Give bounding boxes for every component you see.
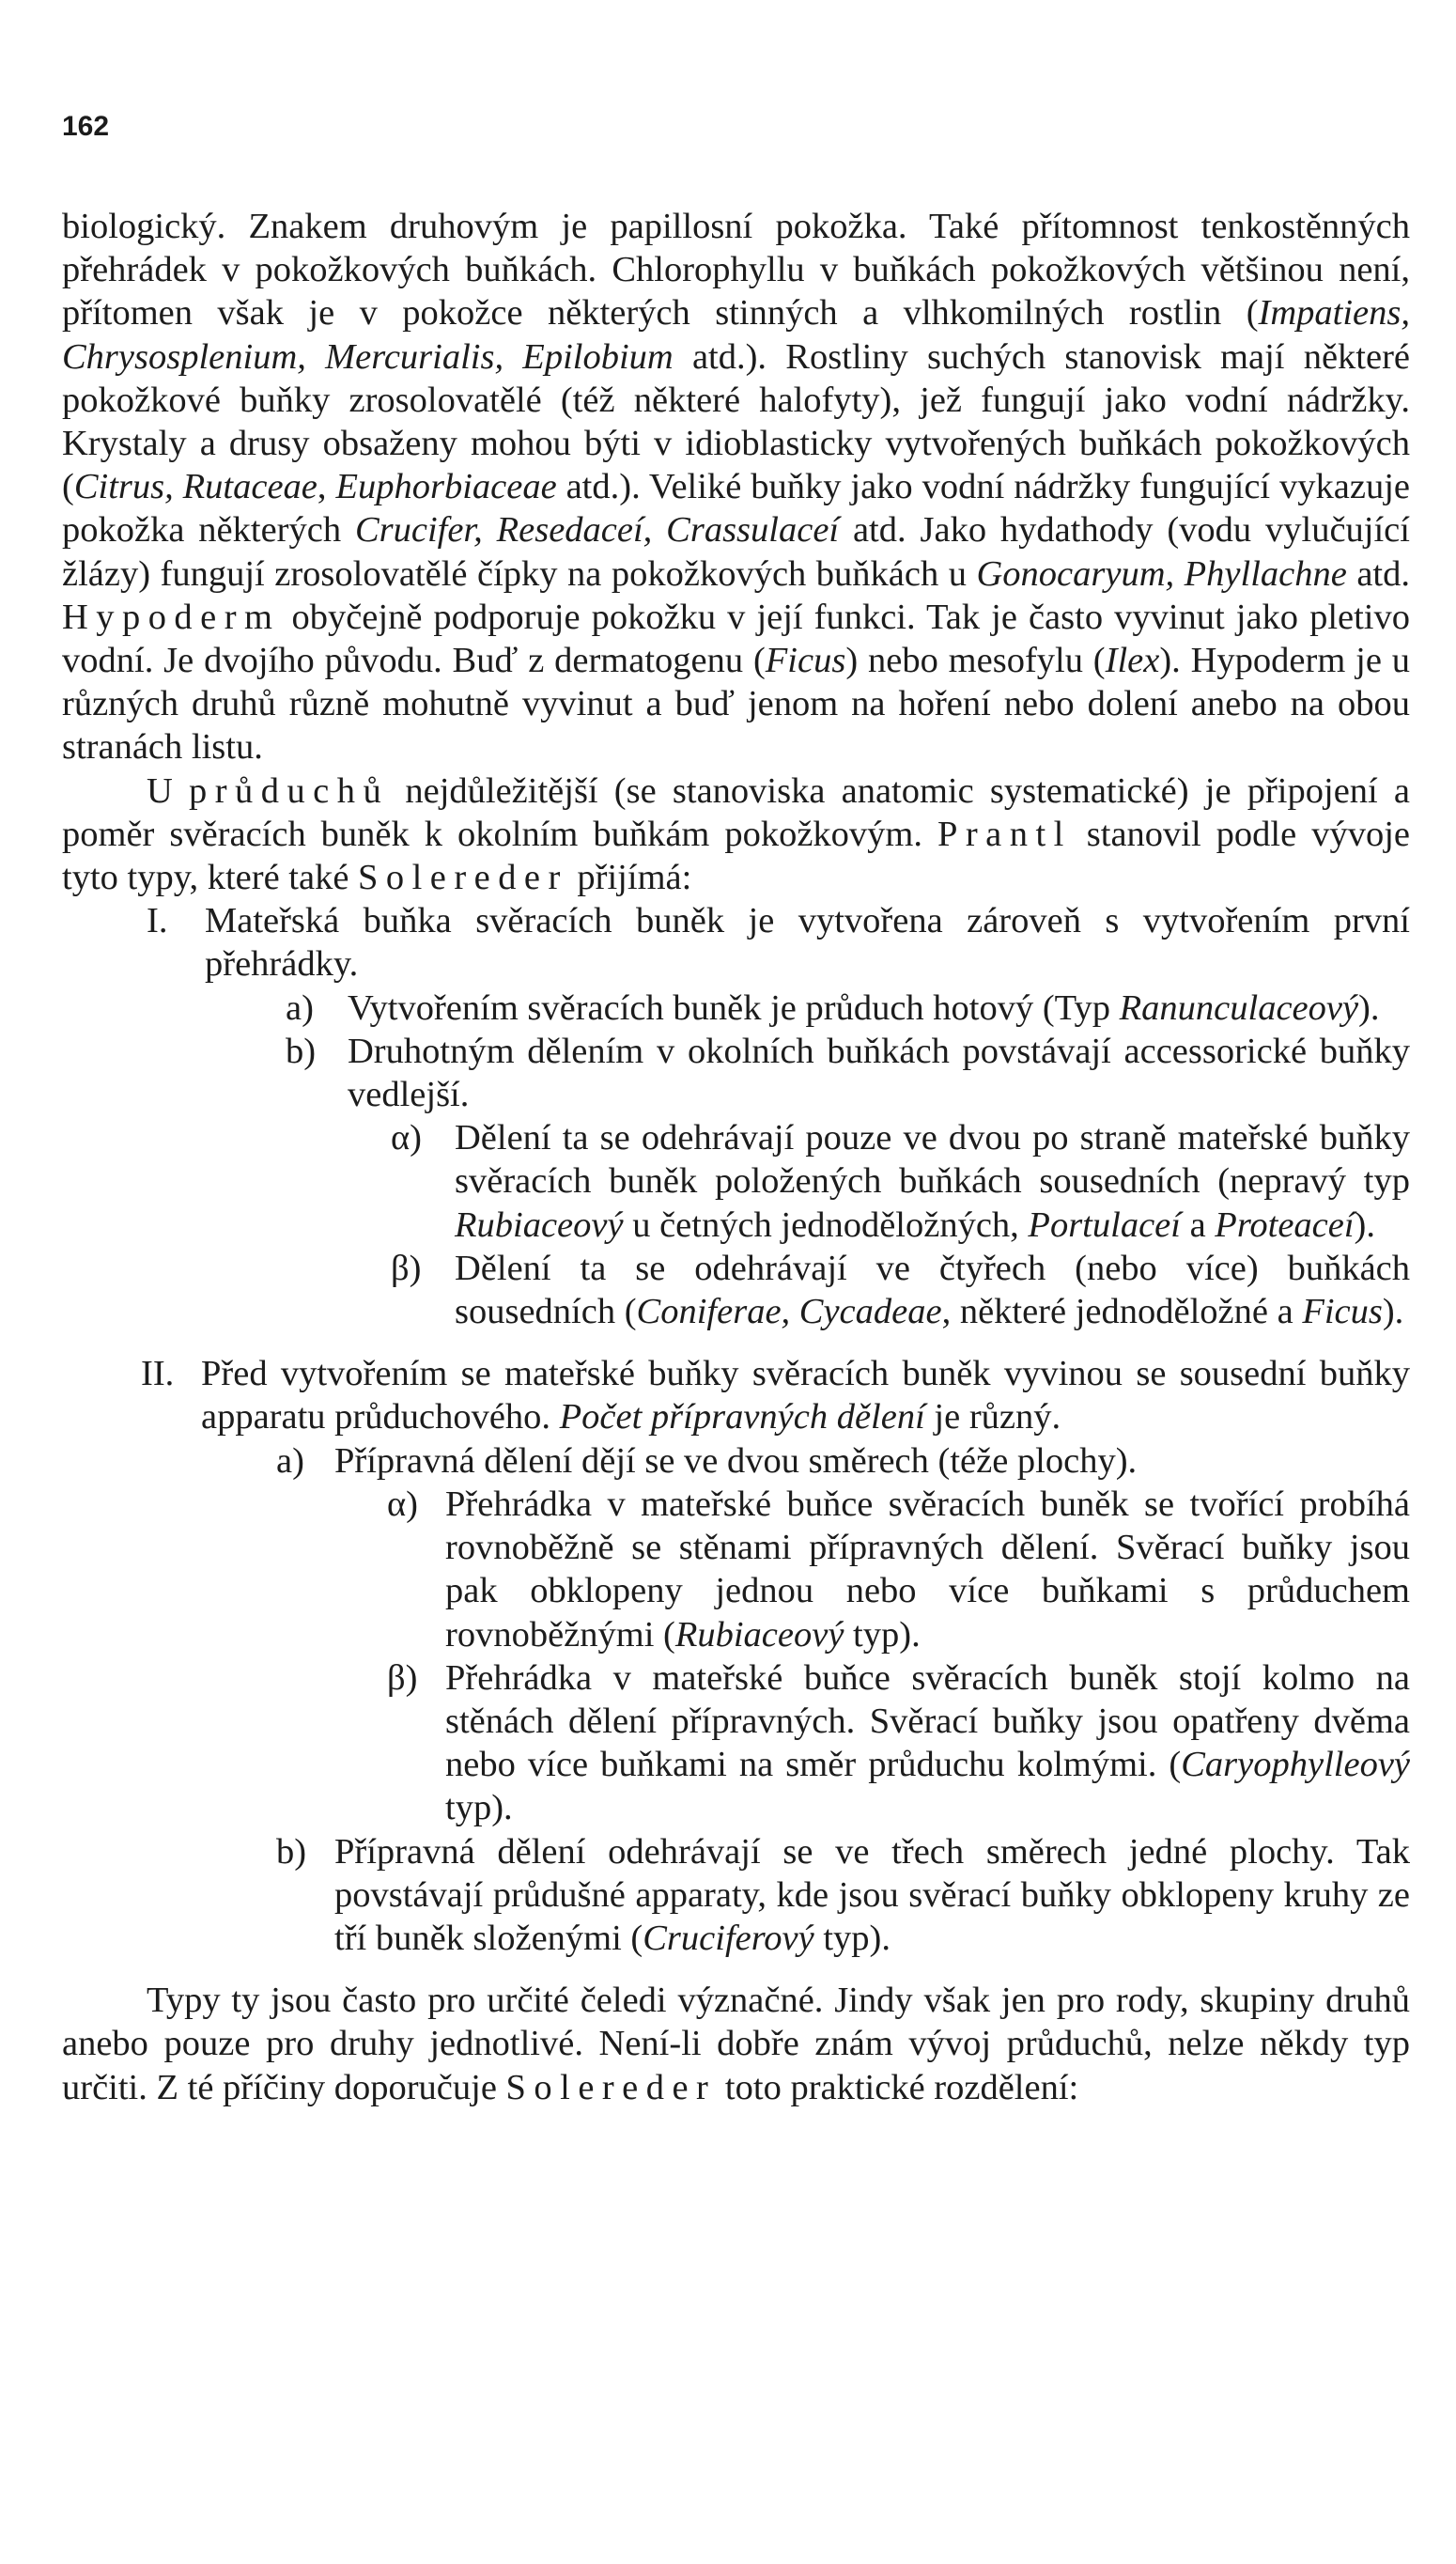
spaced-name-solereder: Solereder (505, 2067, 717, 2107)
list-item-II-alpha: α) Přehrádka v mateřské buňce svěracích buněk se tvořící probíhá rovnoběžně se stěnami přípravných dělení. Svěrací buňky jsou pak obklopeny jednou nebo více buňkami s průduchem rovnoběžnými (Rubiaceový typ). (387, 1483, 1410, 1656)
list-item-I-beta: β) Dělení ta se odehrávají ve čtyřech (nebo více) buňkách sousedních (Coniferae, Cycadeae, některé jednoděložné a Ficus). (391, 1247, 1410, 1333)
list-label: b) (276, 1831, 307, 1872)
list-item-II: II. Před vytvořením se mateřské buňky svěracích buněk vyvinou se sousední buňky apparatu průduchového. Počet přípravných dělení je různý. (141, 1352, 1410, 1438)
page-number: 162 (62, 111, 110, 142)
list-item-II-b: b) Přípravná dělení odehrávají se ve třech směrech jedné plochy. Tak povstávají průdušné apparaty, kde jsou svěrací buňky obklopeny kruhy ze tří buněk složenými (Cruciferový typ). (276, 1830, 1410, 1961)
list-item-I: I. Mateřská buňka svěracích buněk je vytvořena zároveň s vytvořením první přehrádky. (147, 899, 1410, 986)
paragraph-stomata-intro: U průduchů nejdůležitější (se stanoviska anatomic systematické) je připojení a poměr svěracích buněk k okolním buňkám pokožkovým. Prantl stanovil podle vývoje tyto typy, které také Solereder přijímá: (62, 770, 1410, 898)
list-label: a) (286, 987, 314, 1028)
spaced-term-pruduchu: průduchů (189, 770, 390, 811)
list-label: β) (387, 1657, 418, 1698)
list-label: I. (147, 901, 168, 941)
list-item-I-alpha: α) Dělení ta se odehrávají pouze ve dvou po straně mateřské buňky svěracích buněk položených buňkách sousedních (nepravý typ Rubiaceový u četných jednoděložných, Portulaceí a Proteaceí). (391, 1116, 1410, 1247)
list-item-I-a: a) Vytvořením svěracích buněk je průduch hotový (Typ Ranunculaceový). (286, 987, 1410, 1030)
text-body (62, 205, 1410, 2109)
list-label: α) (391, 1118, 422, 1158)
spaced-name-prantl: Prantl (937, 814, 1072, 854)
list-label: b) (286, 1031, 317, 1071)
paragraph-epidermis: biologický. Znakem druhovým je papillosní pokožka. Také přítomnost tenkostěnných přehrádek v pokožkových buňkách. Chlorophyllu v buňkách pokožkových většinou není, přítomen však je v pokožce některých stinných a vlhkomilných rostlin (Impatiens, Chrysosplenium, Mercurialis, Epilobium atd.). Rostliny suchých stanovisk mají některé pokožkové buňky zrosolovatělé (též některé halofyty), jež fungují jako vodní nádržky. Krystaly a drusy obsaženy mohou býti v idioblasticky vytvořených buňkách pokožkových (Citrus, Rutaceae, Euphorbiaceae atd.). Veliké buňky jako vodní nádržky fungující vykazuje pokožka některých Crucifer, Resedaceí, Crassulaceí atd. Jako hydathody (vodu vylučující žlázy) fungují zrosolovatělé čípky na pokožkových buňkách u Gonocaryum, Phyllachne atd. Hypoderm obyčejně podporuje pokožku v její funkci. Tak je často vyvinut jako pletivo vodní. Je dvojího původu. Buď z dermatogenu (Ficus) nebo mesofylu (Ilex). Hypoderm je u různých druhů různě mohutně vyvinut a buď jenom na hoření nebo dolení anebo na obou stranách listu. (62, 207, 1410, 768)
spaced-term-hypoderm: Hypoderm (62, 597, 281, 637)
spaced-name-solereder: Solereder (358, 858, 568, 898)
list-label: β) (391, 1248, 422, 1288)
paragraph-types-conclusion: Typy ty jsou často pro určité čeledi význačné. Jindy však jen pro rody, skupiny druhů anebo pouze pro druhy jednotlivé. Není-li dobře znám vývoj průduchů, nelze někdy typ určiti. Z té příčiny doporučuje Solereder toto praktické rozdělení: (62, 1981, 1410, 2107)
list-label: II. (141, 1354, 175, 1394)
list-item-I-b: b) Druhotným dělením v okolních buňkách povstávají accessorické buňky vedlejší. (286, 1030, 1410, 1116)
list-item-II-beta: β) Přehrádka v mateřské buňce svěracích buněk stojí kolmo na stěnách dělení přípravných. Svěrací buňky jsou opatřeny dvěma nebo více buňkami na směr průduchu kolmými. (Caryophylleový typ). (387, 1656, 1410, 1830)
list-item-II-a: a) Přípravná dělení dějí se ve dvou směrech (téže plochy). (276, 1439, 1410, 1483)
list-label: a) (276, 1440, 304, 1481)
list-label: α) (387, 1484, 418, 1524)
